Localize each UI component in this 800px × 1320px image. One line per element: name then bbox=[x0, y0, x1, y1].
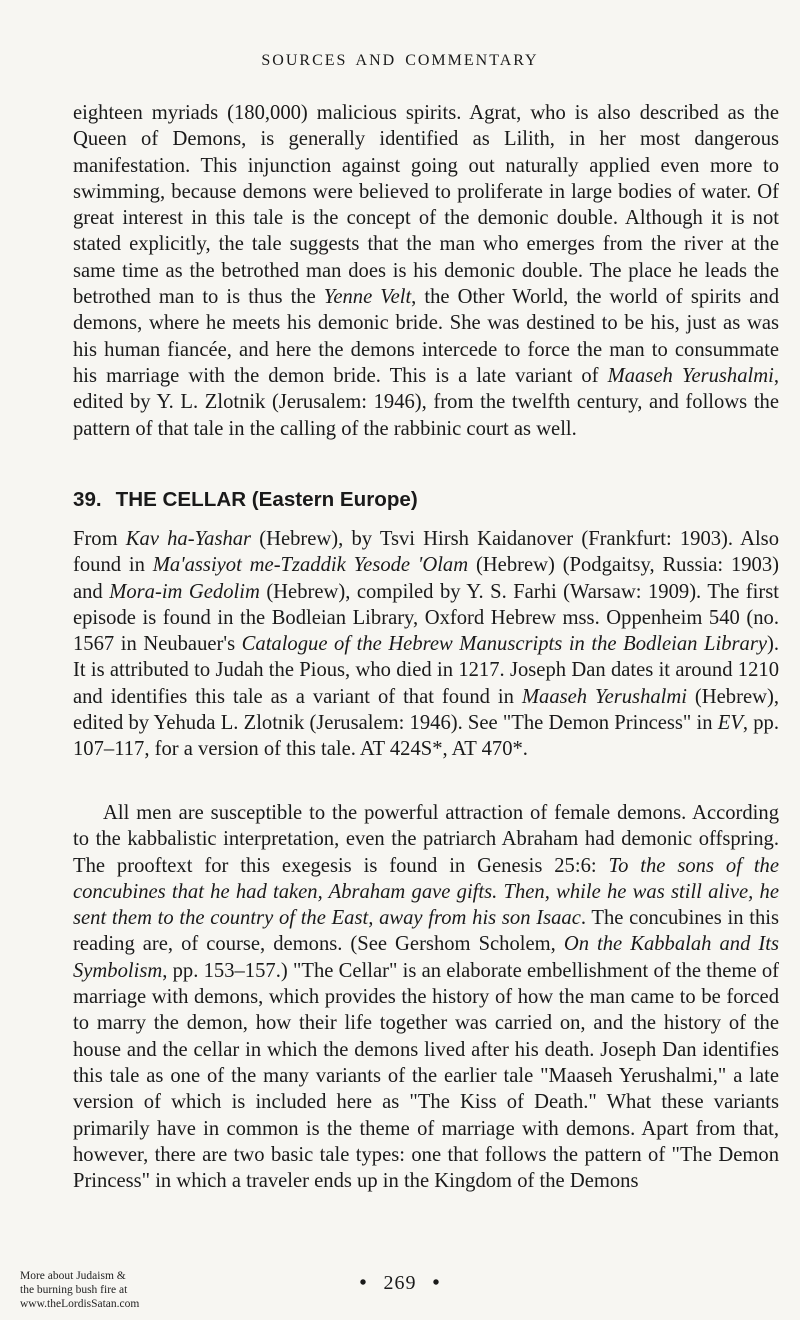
text-run: (Hebrew), by Tsvi Hirsh Kaidanover (Frankfurt: 1903). Also found in bbox=[73, 528, 779, 577]
section-number: 39. bbox=[73, 488, 102, 511]
text-run: , edited by Y. L. Zlotnik (Jerusalem: 1946), from the twelfth century, and follows the pattern of that tale in the calling of the rabbinic court as well. bbox=[73, 364, 779, 440]
watermark-text bbox=[20, 1269, 139, 1311]
italic-title: Maaseh Yerushalmi bbox=[521, 685, 687, 708]
text-run: , pp. 153–157.) "The Cellar" is an elaborate embellishment of the theme of marriage with demons, which provides the history of how the man came to be forced to marry the demon, how their life together was carried on, and the history of the house and the cellar in which the demons lived after his death. Joseph Dan identifies this tale as one of the many variants of the earlier tale "Maaseh Yerushalmi," a late version of which is included here as "The Kiss of Death." What these variants primarily have in common is the theme of marriage with demons. Apart from that, however, there are two basic tale types: one that follows the pattern of "The Demon Princess" in which a traveler ends up in the Kingdom of the Demons bbox=[73, 959, 779, 1193]
italic-title: EV bbox=[717, 712, 743, 735]
paragraph-commentary bbox=[73, 800, 779, 1194]
paragraph-text bbox=[73, 526, 779, 763]
italic-quotation: To the sons of the concubines that he had taken, Abraham gave gifts. Then, while he was still alive, he sent them to the country of the East, away from his son Isaac bbox=[73, 854, 779, 930]
italic-title: On the Kabbalah and Its Symbolism bbox=[73, 933, 779, 982]
text-run: . The concubines in this reading are, of course, demons. (See Gershom Scholem, bbox=[73, 907, 779, 956]
folio-bullet: • bbox=[432, 1272, 441, 1294]
watermark-line: www.theLordisSatan.com bbox=[20, 1298, 140, 1310]
italic-title: Ma'assiyot me-Tzaddik Yesode 'Olam bbox=[152, 554, 469, 577]
page-number: 269 bbox=[383, 1272, 417, 1294]
italic-title: Kav ha-Yashar bbox=[125, 528, 252, 550]
text-run: , pp. 107–117, for a version of this tale. AT 424S*, AT 470*. bbox=[73, 712, 779, 761]
section-title: THE CELLAR (Eastern Europe) bbox=[115, 488, 418, 511]
watermark-line: More about Judaism & bbox=[20, 1270, 126, 1282]
italic-title: Catalogue of the Hebrew Manuscripts in the Bodleian Library bbox=[241, 633, 767, 656]
text-run: All men are susceptible to the powerful attraction of female demons. According to the kabbalistic interpretation, even the patriarch Abraham had demonic offspring. The prooftext for this exegesis is found in Genesis 25:6: bbox=[73, 802, 779, 877]
paragraph-text bbox=[73, 100, 779, 442]
text-run: (Hebrew) (Podgaitsy, Russia: 1903) and bbox=[73, 554, 779, 603]
watermark-line: the burning bush fire at bbox=[20, 1284, 128, 1296]
text-run: (Hebrew), compiled by Y. S. Farhi (Warsaw: 1909). The first episode is found in the Bodleian Library, Oxford Hebrew mss. Oppenheim 540 (no. 1567 in Neubauer's bbox=[73, 580, 779, 656]
text-run: (Hebrew), edited by Yehuda L. Zlotnik (Jerusalem: 1946). See "The Demon Princess" in bbox=[73, 685, 779, 735]
paragraph-sources bbox=[73, 526, 779, 763]
italic-term: Yenne Velt bbox=[323, 286, 412, 309]
text-run: ). It is attributed to Judah the Pious, who died in 1217. Joseph Dan dates it around 1210 and identifies this tale as a variant of that found in bbox=[73, 633, 779, 708]
italic-title: Mora-im Gedolim bbox=[109, 580, 260, 603]
text-run: From bbox=[73, 528, 126, 550]
section-heading bbox=[73, 488, 418, 512]
folio-bullet: • bbox=[359, 1272, 368, 1294]
paragraph-demonic-double bbox=[73, 100, 779, 442]
italic-title: Maaseh Yerushalmi bbox=[607, 364, 774, 387]
running-head: SOURCES AND COMMENTARY bbox=[261, 52, 539, 69]
text-run: eighteen myriads (180,000) malicious spirits. Agrat, who is also described as the Queen of Demons, is generally identified as Lilith, in her most dangerous manifestation. This injunction against going out naturally applied even more to swimming, because demons were believed to proliferate in large bodies of water. Of great interest in this tale is the concept of the demonic double. Although it is not stated explicitly, the tale suggests that the man who emerges from the river at the same time as the betrothed man does is his demonic double. The place he leads the betrothed man to is thus the bbox=[73, 102, 779, 309]
text-run: , the Other World, the world of spirits and demons, where he meets his demonic bride. She was destined to be his, just as was his human fiancée, and here the demons intercede to force the man to consummate his marriage with the demon bride. This is a late variant of bbox=[73, 286, 779, 387]
paragraph-text bbox=[73, 800, 779, 1194]
